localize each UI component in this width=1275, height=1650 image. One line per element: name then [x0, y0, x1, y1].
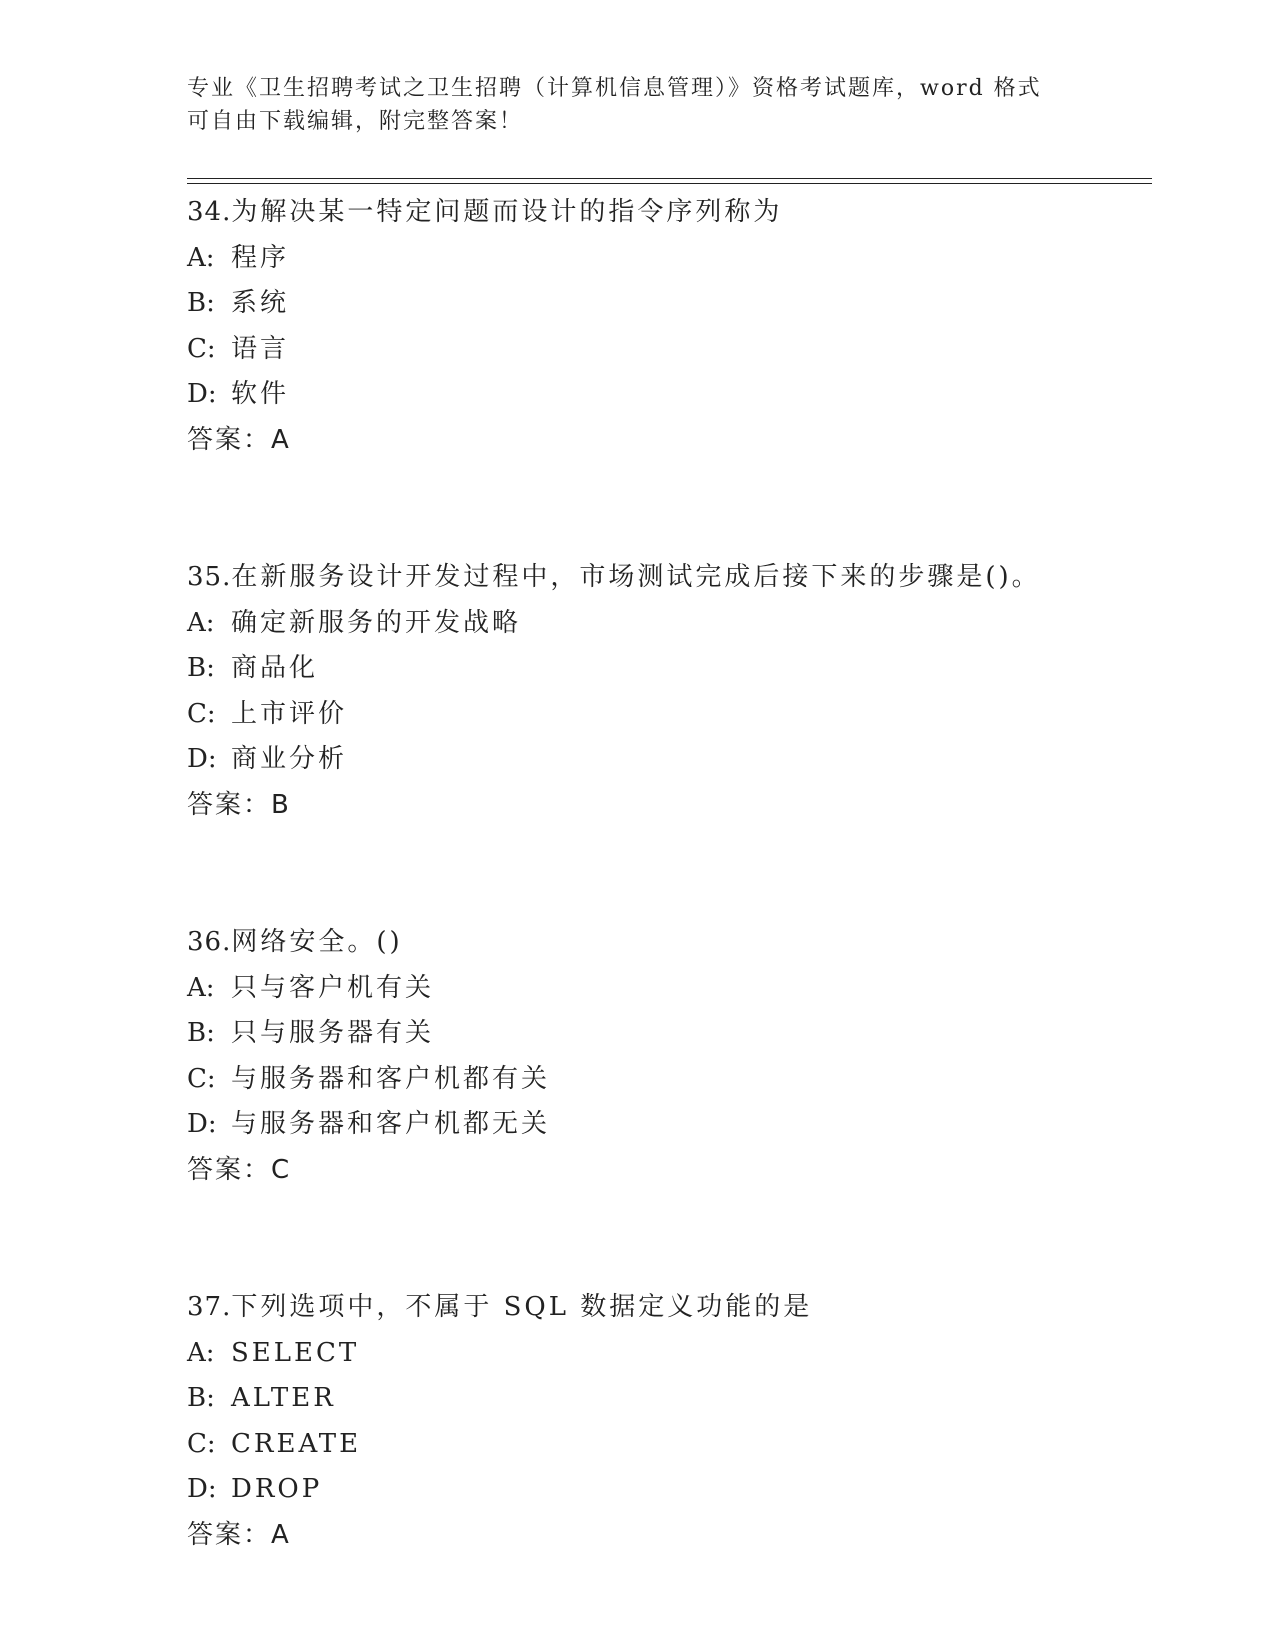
option-letter: A:	[187, 607, 215, 638]
question-number: 37.	[187, 1292, 232, 1322]
option-letter: C:	[187, 1428, 216, 1459]
option-text: 上市评价	[231, 698, 348, 729]
option-letter: C:	[187, 333, 216, 364]
option-text: 只与服务器有关	[231, 1018, 435, 1048]
header-line-2: 可自由下载编辑，附完整答案！	[187, 109, 524, 134]
question-stem	[187, 555, 1152, 601]
option-d	[187, 1102, 1152, 1148]
option-b	[187, 646, 1152, 692]
option-letter: D:	[187, 744, 217, 774]
option-c	[187, 327, 1152, 373]
option-text: DROP	[231, 1474, 323, 1504]
document-header	[187, 72, 1087, 138]
option-letter: D:	[187, 1109, 217, 1139]
question-text: 下列选项中，不属于 SQL 数据定义功能的是	[231, 1292, 813, 1322]
option-a	[187, 601, 1152, 647]
header-line-1: 专业《卫生招聘考试之卫生招聘（计算机信息管理）》资格考试题库，word 格式	[187, 76, 1042, 101]
option-c	[187, 1057, 1152, 1103]
option-text: 系统	[231, 288, 290, 318]
answer-line: 答案：A	[187, 424, 291, 455]
question-text: 网络安全。()	[231, 927, 403, 957]
question-number: 34.	[187, 197, 232, 227]
question-stem	[187, 1285, 1152, 1331]
option-b	[187, 1011, 1152, 1057]
option-letter: A:	[187, 242, 215, 273]
option-a	[187, 1331, 1152, 1377]
option-b	[187, 281, 1152, 327]
question-text: 在新服务设计开发过程中，市场测试完成后接下来的步骤是()。	[231, 562, 1041, 592]
question-number: 35.	[187, 562, 232, 592]
option-text: 语言	[231, 333, 290, 364]
option-letter: A:	[187, 972, 215, 1003]
option-text: SELECT	[231, 1337, 360, 1368]
option-letter: B:	[187, 653, 215, 683]
option-c	[187, 1422, 1152, 1468]
option-letter: B:	[187, 1018, 215, 1048]
option-text: CREATE	[231, 1428, 362, 1459]
question-text: 为解决某一特定问题而设计的指令序列称为	[231, 197, 783, 227]
option-letter: D:	[187, 379, 217, 409]
option-letter: C:	[187, 698, 216, 729]
option-letter: D:	[187, 1474, 217, 1504]
option-text: 软件	[231, 379, 290, 409]
header-divider-top	[187, 178, 1152, 179]
question-spacer	[187, 1193, 1152, 1285]
option-d	[187, 372, 1152, 418]
option-letter: C:	[187, 1063, 216, 1094]
question-37	[187, 1285, 1152, 1558]
answer-line: 答案：B	[187, 789, 291, 820]
option-c	[187, 692, 1152, 738]
option-text: 确定新服务的开发战略	[231, 607, 522, 638]
option-text: 程序	[231, 242, 290, 273]
question-34	[187, 190, 1152, 463]
option-text: 商业分析	[231, 744, 348, 774]
question-stem	[187, 190, 1152, 236]
option-d	[187, 737, 1152, 783]
option-d	[187, 1467, 1152, 1513]
option-letter: B:	[187, 288, 215, 318]
option-b	[187, 1376, 1152, 1422]
question-stem	[187, 920, 1152, 966]
option-text: ALTER	[231, 1383, 336, 1413]
option-text: 只与客户机有关	[231, 972, 435, 1003]
header-divider-bottom	[187, 183, 1152, 184]
question-35	[187, 555, 1152, 828]
option-a	[187, 966, 1152, 1012]
answer-line: 答案：C	[187, 1154, 292, 1185]
question-list	[187, 190, 1152, 1558]
option-text: 与服务器和客户机都有关	[231, 1063, 551, 1094]
option-a	[187, 236, 1152, 282]
option-text: 与服务器和客户机都无关	[231, 1109, 551, 1139]
option-letter: B:	[187, 1383, 215, 1413]
question-spacer	[187, 463, 1152, 555]
option-letter: A:	[187, 1337, 215, 1368]
question-spacer	[187, 828, 1152, 920]
answer-line: 答案：A	[187, 1519, 291, 1550]
question-36	[187, 920, 1152, 1193]
question-number: 36.	[187, 927, 232, 957]
option-text: 商品化	[231, 653, 319, 683]
